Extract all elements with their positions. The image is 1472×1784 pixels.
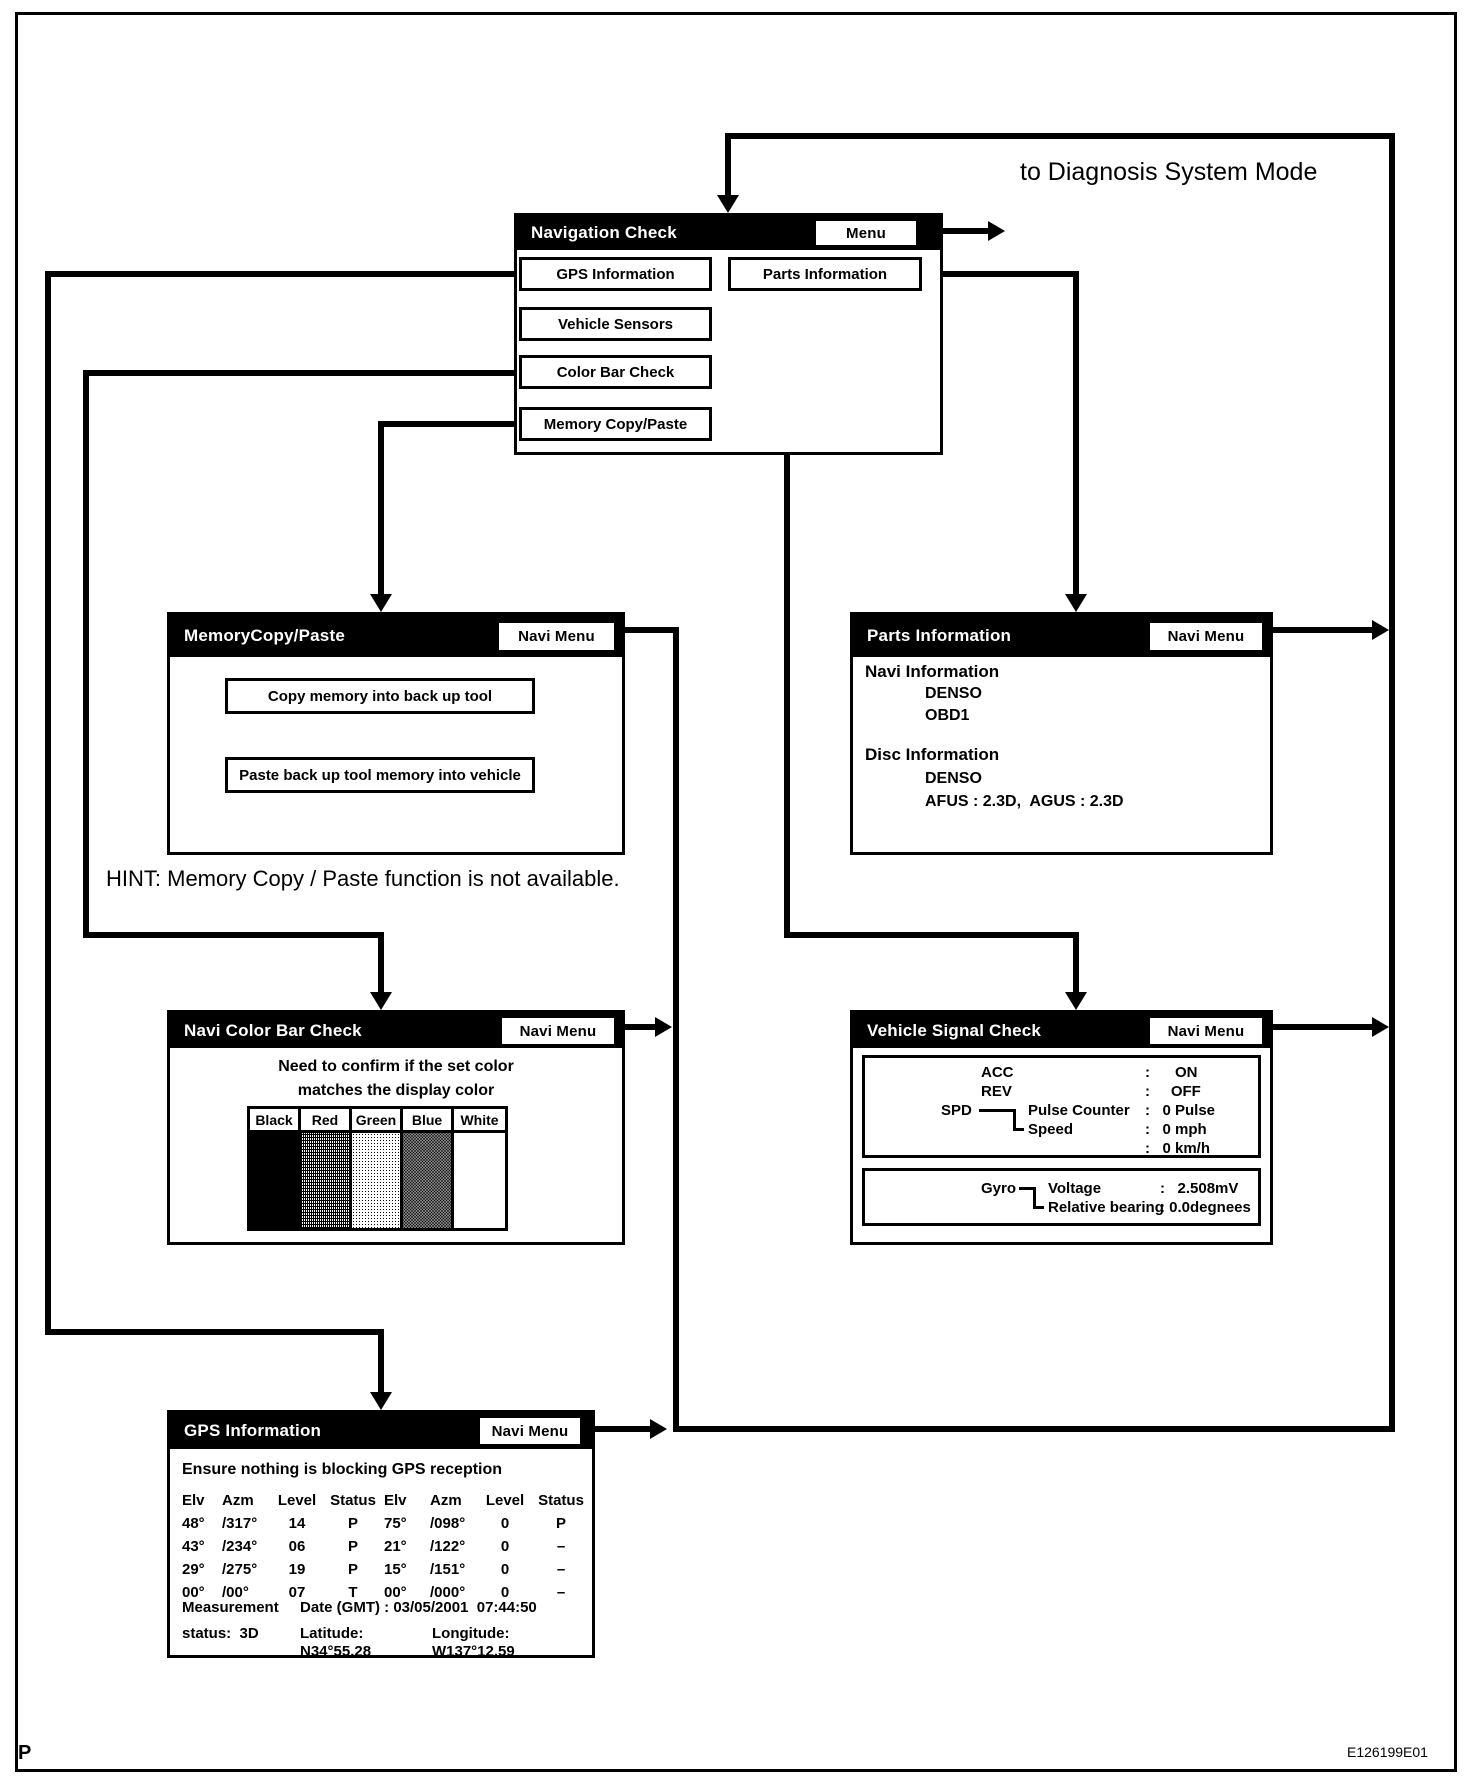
connector-line bbox=[1273, 1024, 1372, 1030]
gps-col-header: Status bbox=[330, 1492, 376, 1509]
gps-cell: P bbox=[555, 1515, 566, 1532]
color-bar-table bbox=[247, 1106, 508, 1231]
gps-col-header: Elv bbox=[384, 1492, 407, 1509]
parts-information-title: Parts Information bbox=[867, 626, 1012, 645]
signal-values-box bbox=[862, 1055, 1261, 1158]
gps-cell: /317° bbox=[222, 1515, 258, 1532]
parts-information-panel bbox=[850, 612, 1273, 855]
navi-information-line: OBD1 bbox=[925, 707, 970, 724]
color-bar-check-panel bbox=[167, 1010, 625, 1245]
menu-button[interactable]: Menu bbox=[816, 221, 916, 245]
longitude-value: W137°12.59 bbox=[432, 1643, 515, 1660]
speed-label: Speed bbox=[1028, 1121, 1074, 1138]
arrowhead-into-navigation-check bbox=[717, 195, 739, 213]
gps-cell: /098° bbox=[430, 1515, 466, 1532]
connector-line bbox=[673, 627, 679, 1432]
arrowhead-to-diagnosis-mode bbox=[988, 221, 1005, 241]
connector-line bbox=[943, 228, 988, 234]
connector-line bbox=[922, 271, 1079, 277]
status-line: status: 3D bbox=[182, 1625, 259, 1642]
gps-cell: 29° bbox=[182, 1561, 205, 1578]
gps-col-header: Azm bbox=[222, 1492, 254, 1509]
gps-cell: 19 bbox=[288, 1561, 306, 1578]
arrowhead-parts-navi-menu bbox=[1372, 620, 1389, 640]
gps-col-header: Level bbox=[277, 1492, 317, 1509]
spd-label: SPD bbox=[941, 1102, 972, 1119]
gps-cell: 07 bbox=[288, 1584, 306, 1601]
navi-menu-button[interactable]: Navi Menu bbox=[480, 1418, 580, 1444]
connector-line bbox=[673, 1426, 1395, 1432]
color-bar-instruction-line2: matches the display color bbox=[297, 1082, 495, 1099]
relative-bearing-value: : 0.0degnees bbox=[1160, 1199, 1251, 1216]
color-bar-check-titlebar bbox=[170, 1013, 622, 1048]
rev-label: REV bbox=[981, 1083, 1012, 1100]
pulse-counter-value: : 0 Pulse bbox=[1145, 1102, 1216, 1119]
color-bar-green bbox=[352, 1133, 403, 1228]
connector-line bbox=[83, 370, 517, 376]
voltage-value: : 2.508mV bbox=[1160, 1180, 1239, 1197]
relative-bearing-label: Relative bearing bbox=[1048, 1199, 1164, 1216]
navi-menu-button[interactable]: Navi Menu bbox=[499, 623, 614, 650]
gps-cell: – bbox=[556, 1584, 566, 1601]
connector-line bbox=[725, 133, 1395, 139]
spd-bracket bbox=[1013, 1128, 1024, 1131]
connector-line bbox=[1073, 932, 1079, 992]
connector-line bbox=[625, 627, 679, 633]
arrowhead-vehicle-navi-menu bbox=[1372, 1017, 1389, 1037]
annotation-to-diagnosis: to Diagnosis System Mode bbox=[1020, 158, 1318, 186]
memory-copy-paste-button[interactable]: Memory Copy/Paste bbox=[519, 407, 712, 441]
navigation-check-titlebar bbox=[517, 216, 940, 250]
memory-copy-paste-titlebar bbox=[170, 615, 622, 657]
parts-information-button[interactable]: Parts Information bbox=[728, 257, 922, 291]
navi-menu-button[interactable]: Navi Menu bbox=[1150, 623, 1262, 650]
gps-cell: – bbox=[556, 1538, 566, 1555]
connector-line bbox=[595, 1426, 650, 1432]
color-bar-black bbox=[250, 1133, 301, 1228]
memory-copy-paste-title: MemoryCopy/Paste bbox=[184, 626, 345, 645]
vehicle-sensors-button[interactable]: Vehicle Sensors bbox=[519, 307, 712, 341]
gps-cell: 48° bbox=[182, 1515, 205, 1532]
gps-cell: 0 bbox=[500, 1515, 510, 1532]
latitude-label: Latitude: bbox=[300, 1625, 364, 1642]
gyro-label: Gyro bbox=[981, 1180, 1017, 1197]
color-bar-header: Red bbox=[301, 1109, 352, 1133]
connector-line bbox=[625, 1024, 655, 1030]
disc-information-heading: Disc Information bbox=[865, 745, 1000, 764]
date-gmt-line: Date (GMT) : 03/05/2001 07:44:50 bbox=[300, 1599, 537, 1616]
color-bar-header: Green bbox=[352, 1109, 403, 1133]
speed-mph-value: : 0 mph bbox=[1145, 1121, 1207, 1138]
connector-line bbox=[83, 932, 384, 938]
gps-cell: 00° bbox=[182, 1584, 205, 1601]
connector-line bbox=[378, 932, 384, 992]
connector-line bbox=[378, 421, 517, 427]
arrowhead-into-parts-information bbox=[1065, 594, 1087, 612]
gyro-values-box bbox=[862, 1168, 1261, 1226]
gps-col-header: Status bbox=[538, 1492, 584, 1509]
color-bar-check-button[interactable]: Color Bar Check bbox=[519, 355, 712, 389]
gps-cell: T bbox=[348, 1584, 358, 1601]
acc-label: ACC bbox=[981, 1064, 1014, 1081]
gps-cell: /151° bbox=[430, 1561, 466, 1578]
gps-cell: P bbox=[347, 1538, 358, 1555]
navi-information-heading: Navi Information bbox=[865, 662, 1000, 681]
parts-information-titlebar bbox=[853, 615, 1270, 657]
gps-information-panel bbox=[167, 1410, 595, 1658]
connector-line bbox=[784, 932, 1079, 938]
gps-cell: 21° bbox=[384, 1538, 407, 1555]
gps-cell: – bbox=[556, 1561, 566, 1578]
gps-cell: /00° bbox=[222, 1584, 249, 1601]
color-bar-header: Black bbox=[250, 1109, 301, 1133]
disc-information-line: AFUS : 2.3D, AGUS : 2.3D bbox=[925, 793, 1124, 810]
connector-line bbox=[45, 1329, 384, 1335]
navigation-check-title: Navigation Check bbox=[531, 223, 677, 242]
color-bar-header: Blue bbox=[403, 1109, 454, 1133]
gps-cell: 00° bbox=[384, 1584, 407, 1601]
gps-information-button[interactable]: GPS Information bbox=[519, 257, 712, 291]
longitude-label: Longitude: bbox=[432, 1625, 510, 1642]
color-bar-blue bbox=[403, 1133, 454, 1228]
pulse-counter-label: Pulse Counter bbox=[1028, 1102, 1130, 1119]
gps-cell: P bbox=[347, 1561, 358, 1578]
gps-cell: 75° bbox=[384, 1515, 407, 1532]
measurement-label: Measurement bbox=[182, 1599, 279, 1616]
arrowhead-into-color-bar-check bbox=[370, 992, 392, 1010]
gps-information-title: GPS Information bbox=[184, 1421, 322, 1440]
color-bar-white bbox=[454, 1133, 505, 1228]
gps-cell: /275° bbox=[222, 1561, 258, 1578]
gps-cell: 14 bbox=[288, 1515, 306, 1532]
arrowhead-colorbar-navi-menu bbox=[655, 1017, 672, 1037]
gps-cell: /000° bbox=[430, 1584, 466, 1601]
spd-bracket bbox=[979, 1109, 1016, 1112]
vehicle-signal-check-title: Vehicle Signal Check bbox=[867, 1020, 1042, 1040]
color-bar-red bbox=[301, 1133, 352, 1228]
gps-col-header: Azm bbox=[430, 1492, 462, 1509]
gps-cell: 06 bbox=[288, 1538, 306, 1555]
connector-line bbox=[83, 370, 89, 938]
connector-line bbox=[378, 1329, 384, 1392]
gps-satellite-table bbox=[182, 1492, 592, 1607]
acc-value: : ON bbox=[1145, 1064, 1198, 1081]
gps-col-header: Elv bbox=[182, 1492, 205, 1509]
arrowhead-into-gps-information bbox=[370, 1392, 392, 1410]
latitude-value: N34°55.28 bbox=[300, 1643, 372, 1660]
gps-col-header: Level bbox=[485, 1492, 525, 1509]
navigation-check-panel bbox=[514, 213, 943, 455]
color-bar-instruction-line1: Need to confirm if the set color bbox=[278, 1058, 514, 1075]
connector-line bbox=[1273, 627, 1372, 633]
connector-line bbox=[1073, 271, 1079, 594]
voltage-label: Voltage bbox=[1048, 1180, 1102, 1197]
figure-code: E126199E01 bbox=[1347, 1744, 1428, 1760]
rev-value: : OFF bbox=[1145, 1083, 1201, 1100]
navi-menu-button[interactable]: Navi Menu bbox=[502, 1018, 614, 1044]
copy-memory-button[interactable]: Copy memory into back up tool bbox=[225, 678, 535, 714]
memory-copy-paste-panel bbox=[167, 612, 625, 855]
navi-menu-button[interactable]: Navi Menu bbox=[1150, 1018, 1262, 1044]
gps-cell: 43° bbox=[182, 1538, 205, 1555]
gps-cell: P bbox=[347, 1515, 358, 1532]
arrowhead-into-vehicle-signal-check bbox=[1065, 992, 1087, 1010]
connector-line bbox=[378, 421, 384, 594]
connector-line bbox=[725, 133, 731, 196]
gps-cell: 15° bbox=[384, 1561, 407, 1578]
gyro-bracket bbox=[1033, 1206, 1044, 1209]
gps-cell: /122° bbox=[430, 1538, 466, 1555]
gps-cell: 0 bbox=[500, 1538, 510, 1555]
hint-text: HINT: Memory Copy / Paste function is not available. bbox=[106, 866, 620, 891]
connector-line bbox=[45, 271, 51, 1335]
color-bar-check-title: Navi Color Bar Check bbox=[184, 1020, 362, 1040]
vehicle-signal-check-titlebar bbox=[853, 1013, 1270, 1048]
speed-kmh-value: : 0 km/h bbox=[1145, 1140, 1211, 1157]
connector-line bbox=[1389, 133, 1395, 1432]
color-bar-header: White bbox=[454, 1109, 505, 1133]
arrowhead-gps-navi-menu bbox=[650, 1419, 667, 1439]
arrowhead-into-memory-copy-paste bbox=[370, 594, 392, 612]
connector-line bbox=[45, 271, 517, 277]
gps-cell: /234° bbox=[222, 1538, 258, 1555]
disc-information-line: DENSO bbox=[925, 770, 982, 787]
navi-information-line: DENSO bbox=[925, 685, 982, 702]
gps-cell: 0 bbox=[500, 1584, 510, 1601]
gps-information-titlebar bbox=[170, 1413, 592, 1449]
gps-cell: 0 bbox=[500, 1561, 510, 1578]
vehicle-signal-check-panel bbox=[850, 1010, 1273, 1245]
gps-instruction: Ensure nothing is blocking GPS reception bbox=[182, 1461, 503, 1478]
page-corner-label: P bbox=[18, 1742, 32, 1764]
paste-memory-button[interactable]: Paste back up tool memory into vehicle bbox=[225, 757, 535, 793]
